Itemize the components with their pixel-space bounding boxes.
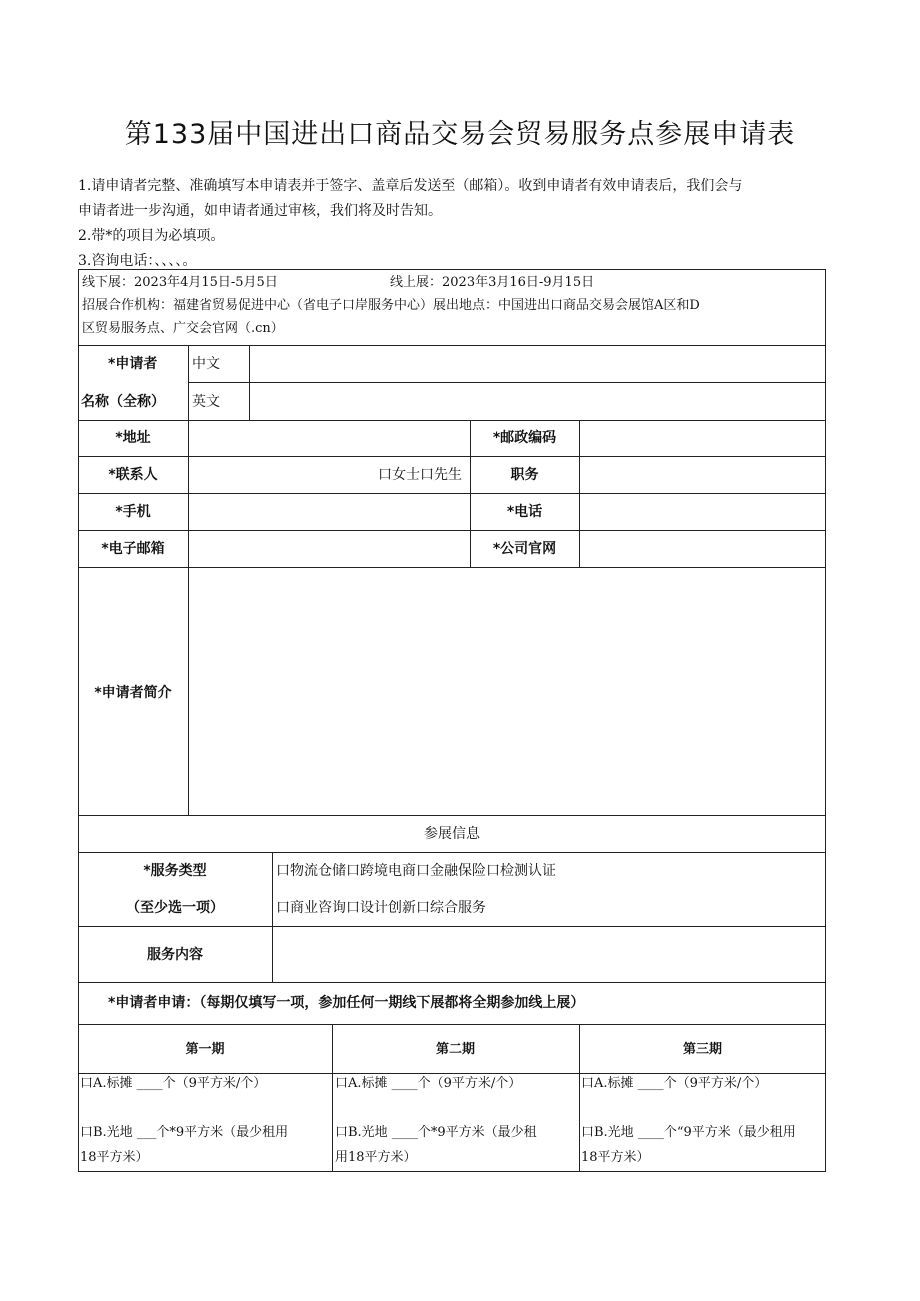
website-field[interactable] (580, 531, 825, 567)
period-1-option-a[interactable]: 口A.标摊 ____个（9平方米/个） (80, 1076, 267, 1091)
partner-line-1: 招展合作机构：福建省贸易促进中心（省电子口岸服务中心）展出地点：中国进出口商品交易会展馆A区和D (82, 298, 700, 313)
website-label: *公司官网 (492, 541, 557, 557)
english-label: 英文 (192, 394, 220, 410)
english-name-field[interactable] (250, 383, 825, 420)
offline-dates: 线下展：2023年4月15日-5月5日 (82, 275, 278, 290)
period-2-header: 第二期 (435, 1042, 475, 1057)
period-1-header: 第一期 (185, 1042, 225, 1057)
service-type-label: *服务类型 (143, 863, 207, 879)
gender-options[interactable]: 口女士口先生 (378, 467, 462, 483)
mobile-label: *手机 (115, 504, 151, 520)
email-field[interactable] (189, 531, 470, 567)
chinese-label: 中文 (192, 356, 220, 372)
period-2-option-b[interactable]: 口B.光地 ____个*9平方米（最少租 (335, 1125, 537, 1140)
period-1-option-b-cont: 18平方米） (80, 1150, 149, 1165)
note-line-1: 1.请申请者完整、准确填写本申请表并于签字、盖章后发送至（邮箱）。收到申请者有效申请表后，我们会与 (78, 178, 743, 194)
service-options-row-2[interactable]: 口商业咨询口设计创新口综合服务 (276, 900, 486, 916)
period-3-option-b[interactable]: 口B.光地 ____个“9平方米（最少租用 (581, 1125, 796, 1140)
service-type-hint: （至少选一项） (126, 900, 224, 916)
address-field[interactable] (189, 421, 470, 456)
note-line-4: 3.咨询电话：、、、、。 (78, 253, 197, 269)
postcode-label: *邮政编码 (492, 430, 557, 446)
period-3-option-a[interactable]: 口A.标摊 ____个（9平方米/个） (581, 1076, 768, 1091)
online-dates: 线上展：2023年3月16日-9月15日 (390, 275, 595, 290)
intro-field[interactable] (189, 568, 825, 815)
address-label: *地址 (115, 430, 151, 446)
period-1-option-b[interactable]: 口B.光地 ___个*9平方米（最少租用 (80, 1125, 289, 1140)
service-content-field[interactable] (273, 927, 825, 982)
postcode-field[interactable] (580, 421, 825, 456)
intro-label: *申请者简介 (94, 685, 172, 701)
period-2-option-b-cont: 用18平方米） (335, 1150, 417, 1165)
apply-note: *申请者申请：（每期仅填写一项，参加任何一期线下展都将全期参加线上展） (108, 995, 585, 1011)
period-3-option-b-cont: 18平方米） (581, 1150, 650, 1165)
chinese-name-field[interactable] (250, 346, 825, 382)
position-label: 职务 (510, 467, 539, 483)
page-title: 第133届中国进出口商品交易会贸易服务点参展申请表 (124, 119, 796, 150)
phone-label: *电话 (506, 504, 543, 520)
note-line-2: 申请者进一步沟通，如申请者通过审核，我们将及时告知。 (78, 203, 442, 219)
exhibit-info-header: 参展信息 (424, 826, 480, 842)
applicant-name-label: *申请者 (108, 356, 158, 372)
service-content-label: 服务内容 (147, 947, 203, 963)
service-options-row-1[interactable]: 口物流仓储口跨境电商口金融保险口检测认证 (276, 863, 556, 879)
contact-label: *联系人 (108, 467, 158, 483)
email-label: *电子邮箱 (101, 541, 165, 557)
applicant-name-label-2: 名称（全称） (81, 394, 165, 410)
position-field[interactable] (580, 457, 825, 493)
mobile-field[interactable] (189, 494, 470, 530)
phone-field[interactable] (580, 494, 825, 530)
period-2-option-a[interactable]: 口A.标摊 ____个（9平方米/个） (335, 1076, 522, 1091)
note-line-3: 2.带*的项目为必填项。 (78, 228, 225, 244)
period-3-header: 第三期 (682, 1042, 722, 1057)
partner-line-2: 区贸易服务点、广交会官网（.cn） (82, 321, 284, 336)
